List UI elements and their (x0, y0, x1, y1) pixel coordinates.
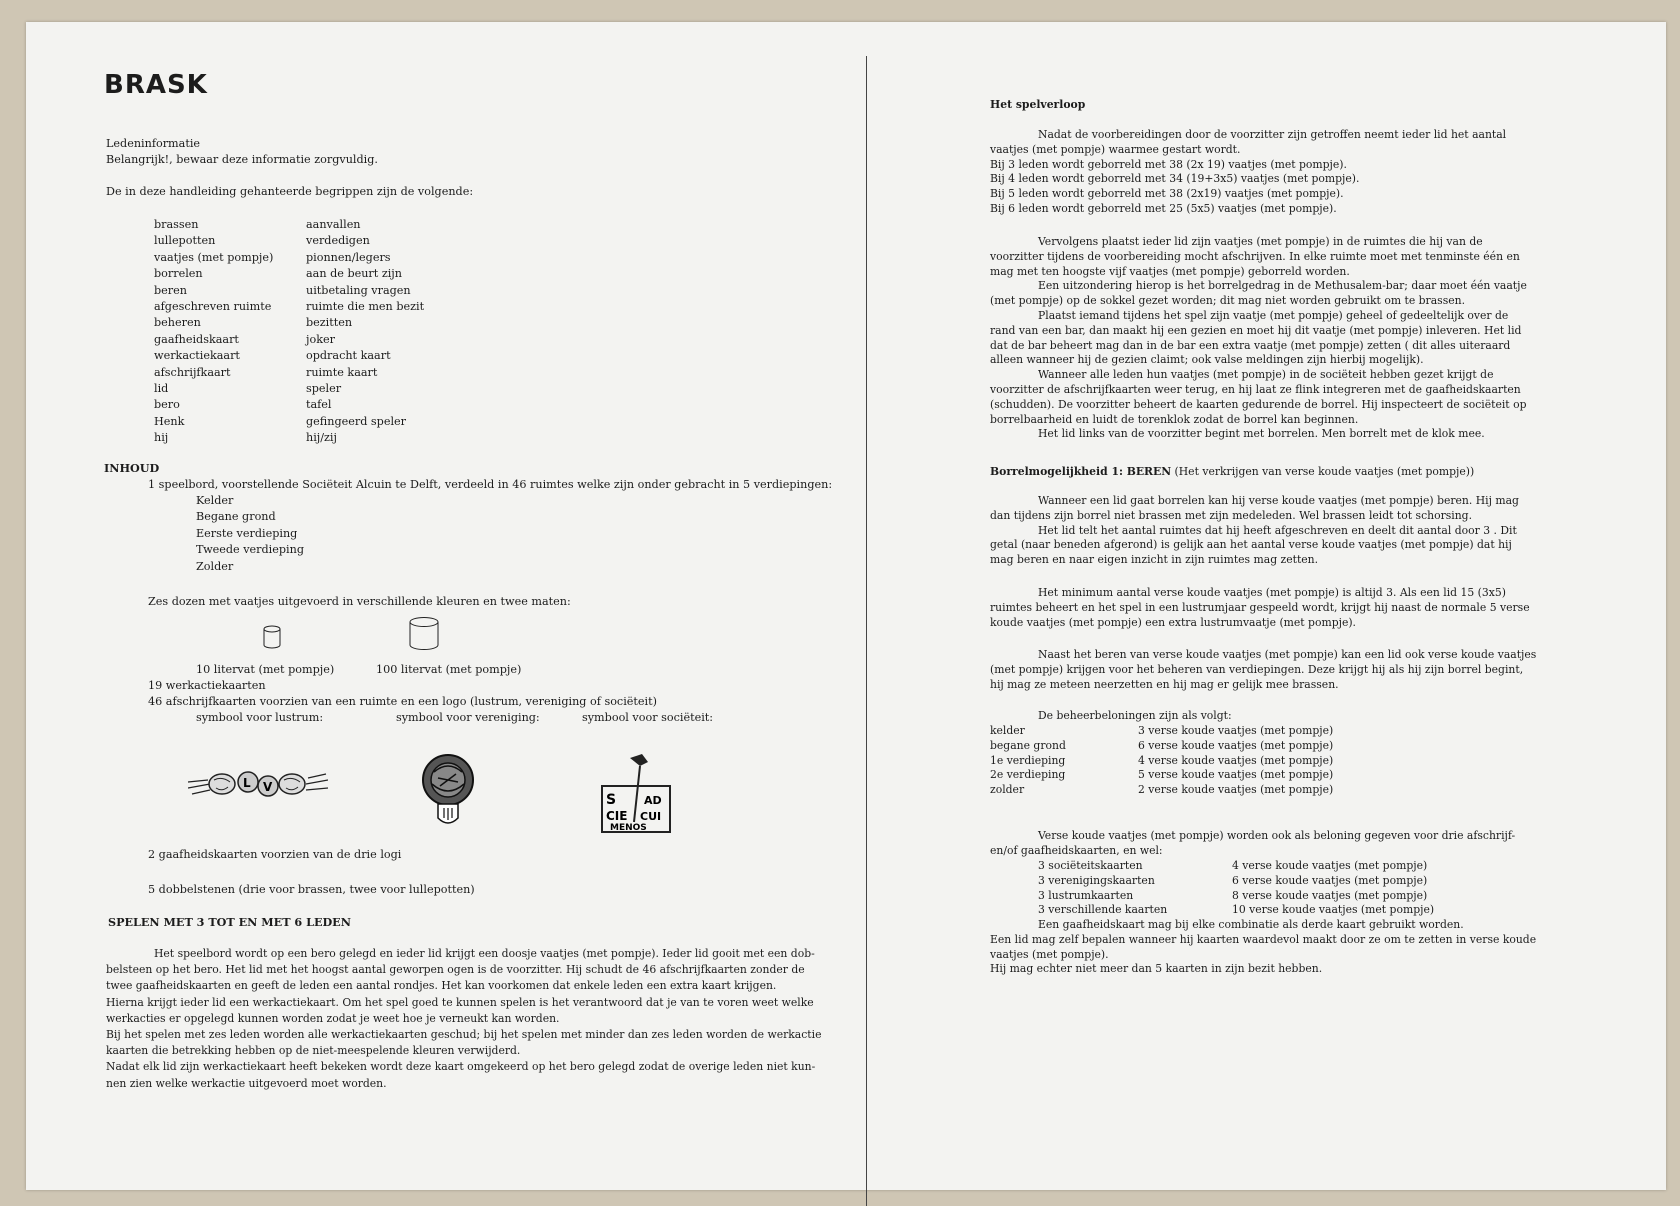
term: gaafheidskaart (154, 332, 239, 346)
text-line: nen zien welke werkactie uitgevoerd moet worden. (106, 1076, 387, 1090)
kaarten-table (1038, 859, 1434, 918)
terms-intro: De in deze handleiding gehanteerde begrippen zijn de volgende: (106, 185, 474, 198)
slot-paragraph (990, 918, 1536, 977)
term: hij (154, 431, 169, 445)
reward: 8 verse koude vaatjes (met pompje) (1232, 888, 1428, 902)
reward: 4 verse koude vaatjes (met pompje) (1232, 859, 1428, 872)
text-line: Nadat de voorbereidingen door de voorzitter zijn getroffen neemt ieder lid het aantal (1038, 128, 1507, 141)
text-line: Vervolgens plaatst ieder lid zijn vaatjes (met pompje) in de ruimtes die hij van de (1038, 235, 1483, 248)
term-row (154, 266, 424, 282)
beloning-row (990, 783, 1333, 798)
text-line: Nadat elk lid zijn werkactiekaart heeft bekeken wordt deze kaart omgekeerd op het bero gelegd zodat de overige leden niet kun- (106, 1060, 816, 1074)
minimum-paragraph (990, 586, 1530, 630)
term-row (154, 283, 424, 299)
term-row (154, 332, 424, 348)
spelen-heading: SPELEN MET 3 TOT EN MET 6 LEDEN (108, 915, 351, 929)
text-line: koude vaatjes (met pompje) een extra lustrumvaatje (met pompje). (990, 615, 1356, 629)
reward: 4 verse koude vaatjes (met pompje) (1138, 753, 1334, 767)
term: lid (154, 381, 169, 395)
inhoud-heading: INHOUD (104, 461, 160, 475)
reward: 2 verse koude vaatjes (met pompje) (1138, 783, 1334, 797)
spelen-paragraph (106, 946, 826, 1092)
symbol-societeit-label: symbool voor sociëteit: (582, 711, 714, 724)
kaarten-row (1038, 889, 1434, 904)
floor-name: begane grond (990, 738, 1066, 752)
svg-text:CIE: CIE (606, 809, 628, 823)
kaarten-row (1038, 903, 1434, 918)
term-row (154, 299, 424, 315)
term-row (154, 365, 424, 381)
term-meaning: aanvallen (306, 218, 361, 231)
text-line: dat de bar beheert mag dan in de bar een extra vaatje (met pompje) zetten ( dit alles uiteraard (990, 338, 1511, 352)
reward: 5 verse koude vaatjes (met pompje) (1138, 768, 1334, 782)
text-line: Wanneer een lid gaat borrelen kan hij verse koude vaatjes (met pompje) beren. Hij mag (1038, 494, 1519, 507)
beloning-intro: De beheerbeloningen zijn als volgt: (1038, 709, 1232, 722)
term: afgeschreven ruimte (154, 299, 272, 313)
text-line: Bij 4 leden wordt geborreld met 34 (19+3x5) vaatjes (met pompje). (990, 172, 1360, 186)
text-line: Bij 5 leden wordt geborreld met 38 (2x19) vaatjes (met pompje). (990, 187, 1344, 201)
term-row (154, 414, 424, 430)
text-line: Bij het spelen met zes leden worden alle werkactiekaarten geschud; bij het spelen met minder dan zes leden worden de werkactie (106, 1028, 822, 1042)
beloning-row (990, 739, 1333, 754)
kaarten-paragraph (990, 829, 1515, 859)
beloning-table (990, 724, 1333, 798)
reward: 3 verse koude vaatjes (met pompje) (1138, 724, 1334, 737)
term: werkactiekaart (154, 349, 240, 363)
floor-item: Eerste verdieping (196, 526, 298, 540)
text-line: (met pompje) op de sokkel gezet worden; dit mag niet worden gebruikt om te brassen. (990, 294, 1466, 308)
inhoud-line: 1 speelbord, voorstellende Sociëteit Alcuin te Delft, verdeeld in 46 ruimtes welke zijn onder gebracht in 5 verdiepingen: (148, 478, 833, 491)
text-line: hij mag ze meteen neerzetten en hij mag er gelijk mee brassen. (990, 677, 1339, 691)
text-line: (met pompje) krijgen voor het beheren van verdiepingen. Deze krijgt hij als hij zijn borrel begint, (990, 662, 1524, 676)
floor-item: Begane grond (196, 510, 276, 524)
term-row (154, 250, 424, 266)
beren-paragraph (990, 494, 1519, 568)
term: vaatjes (met pompje) (154, 250, 274, 264)
dozen-line: Zes dozen met vaatjes uitgevoerd in verschillende kleuren en twee maten: (148, 595, 571, 608)
floor-item: Tweede verdieping (196, 543, 304, 557)
term: brassen (154, 218, 199, 231)
text-line: belsteen op het bero. Het lid met het hoogst aantal geworpen ogen is de voorzitter. Hij schudt de 46 afschrijfkaarten zonder de (106, 963, 805, 977)
term-meaning: bezitten (306, 316, 353, 330)
lustrum-logo-icon (188, 762, 328, 806)
vereniging-logo-icon (420, 752, 476, 832)
svg-text:V: V (263, 780, 273, 794)
text-line: voorzitter tijdens de voorbereiding mocht afschrijven. In elke ruimte moet met tenminste één en (990, 249, 1520, 263)
kaarten-row (1038, 859, 1434, 874)
document-sheet (26, 22, 1666, 1190)
societeit-logo-icon (600, 752, 672, 838)
term-meaning: hij/zij (306, 431, 337, 445)
term: beren (154, 283, 187, 297)
afschrijf-line: 46 afschrijfkaarten voorzien van een ruimte en een logo (lustrum, vereniging of sociëteit) (148, 695, 657, 708)
werkactie-line: 19 werkactiekaarten (148, 679, 266, 692)
terms-table (154, 217, 424, 446)
floor-name: zolder (990, 783, 1025, 797)
kaarten-row (1038, 874, 1434, 889)
text-line: werkacties er opgelegd kunnen worden zodat je weet hoe je verneukt kan worden. (106, 1011, 560, 1025)
heading-rest: (Het verkrijgen van verse koude vaatjes (met pompje)) (1171, 465, 1475, 478)
text-line: mag beren en naar eigen inzicht in zijn ruimtes mag zetten. (990, 553, 1319, 567)
term-row (154, 315, 424, 331)
card-combo: 3 sociëteitskaarten (1038, 859, 1143, 872)
text-line: vaatjes (met pompje). (990, 947, 1109, 961)
intro (106, 136, 378, 167)
spelverloop-paragraph (990, 128, 1506, 217)
term-meaning: joker (306, 332, 335, 346)
term-row (154, 430, 424, 446)
term: lullepotten (154, 234, 216, 248)
document-title: BRASK (104, 70, 208, 100)
text-line: Hierna krijgt ieder lid een werkactiekaart. Om het spel goed te kunnen spelen is het verantwoord dat je van te voren weet welke (106, 995, 814, 1009)
text-line: borrelbaarheid en luidt de torenklok zodat de borrel kan beginnen. (990, 412, 1359, 426)
text-line: Het speelbord wordt op een bero gelegd en ieder lid krijgt een doosje vaatjes (met pompje). Ieder lid gooit met een dob- (154, 947, 815, 960)
term-row (154, 381, 424, 397)
center-fold-line (866, 56, 867, 1206)
term: bero (154, 398, 180, 412)
text-line: alleen wanneer hij de gezien claimt; ook valse meldingen zijn hierbij mogelijk). (990, 353, 1424, 367)
svg-text:S: S (606, 792, 617, 808)
term-meaning: tafel (306, 398, 332, 412)
intro-line: Belangrijk!, bewaar deze informatie zorgvuldig. (106, 152, 378, 166)
term-row (154, 348, 424, 364)
floor-item: Zolder (196, 559, 234, 573)
floor-name: kelder (990, 724, 1025, 737)
text-line: Naast het beren van verse koude vaatjes (met pompje) kan een lid ook verse koude vaatjes (1038, 648, 1537, 661)
text-line: Plaatst iemand tijdens het spel zijn vaatje (met pompje) geheel of gedeeltelijk over de (1038, 308, 1509, 322)
text-line: rand van een bar, dan maakt hij een gezien en moet hij dit vaatje (met pompje) inleveren. Het lid (990, 323, 1522, 337)
floor-name: 1e verdieping (990, 753, 1066, 767)
term-meaning: uitbetaling vragen (306, 283, 411, 297)
text-line: voorzitter de afschrijfkaarten weer terug, en hij laat ze flink integreren met de gaafheidskaarten (990, 382, 1521, 396)
vat-large-label: 100 litervat (met pompje) (376, 663, 522, 676)
term-row (154, 233, 424, 249)
floor-item: Kelder (196, 494, 234, 507)
text-line: Het minimum aantal verse koude vaatjes (met pompje) is altijd 3. Als een lid 15 (3x5) (1038, 586, 1506, 599)
text-line: kaarten die betrekking hebben op de niet-meespelende kleuren verwijderd. (106, 1044, 521, 1058)
text-line: dan tijdens zijn borrel niet brassen met zijn medeleden. Wel brassen leidt tot schorsing. (990, 508, 1473, 522)
card-combo: 3 verenigingskaarten (1038, 873, 1155, 887)
text-line: (schudden). De voorzitter beheert de kaarten gedurende de borrel. Hij inspecteert de sociëteit op (990, 397, 1527, 411)
text-line: Verse koude vaatjes (met pompje) worden ook als beloning gegeven voor drie afschrijf- (1038, 829, 1516, 842)
term-meaning: gefingeerd speler (306, 414, 406, 428)
card-combo: 3 lustrumkaarten (1038, 888, 1134, 902)
beloning-row (990, 754, 1333, 769)
verdiepingen-paragraph (990, 648, 1536, 692)
term-meaning: aan de beurt zijn (306, 267, 402, 281)
text-line: Hij mag echter niet meer dan 5 kaarten in zijn bezit hebben. (990, 962, 1323, 976)
term-meaning: pionnen/legers (306, 250, 391, 264)
term-meaning: opdracht kaart (306, 349, 391, 363)
text-line: Een uitzondering hierop is het borrelgedrag in de Methusalem-bar; daar moet één vaatje (1038, 279, 1527, 293)
text-line: vaatjes (met pompje) waarmee gestart wordt. (990, 142, 1241, 156)
reward: 6 verse koude vaatjes (met pompje) (1232, 873, 1428, 887)
text-line: Het lid telt het aantal ruimtes dat hij heeft afgeschreven en deelt dit aantal door 3 . Dit (1038, 523, 1517, 537)
borrelmogelijkheid-heading (990, 465, 1474, 480)
text-line: twee gaafheidskaarten en geeft de leden een aantal rondjes. Het kan voorkomen dat enkele leden een extra kaart krijgen. (106, 979, 777, 993)
term-row (154, 217, 424, 233)
beloning-row (990, 768, 1333, 783)
term: Henk (154, 414, 185, 428)
intro-line: Ledeninformatie (106, 137, 201, 150)
svg-text:MENOS: MENOS (610, 823, 647, 833)
svg-text:CUI: CUI (640, 810, 662, 823)
reward: 6 verse koude vaatjes (met pompje) (1138, 738, 1334, 752)
floors-list (196, 493, 304, 575)
text-line: Een gaafheidskaart mag bij elke combinatie als derde kaart gebruikt worden. (1038, 918, 1464, 931)
term-row (154, 397, 424, 413)
symbol-lustrum-label: symbool voor lustrum: (196, 711, 324, 724)
symbol-vereniging-label: symbool voor vereniging: (396, 711, 540, 724)
text-line: Bij 3 leden wordt geborreld met 38 (2x 19) vaatjes (met pompje). (990, 157, 1347, 171)
text-line: getal (naar beneden afgerond) is gelijk aan het aantal verse koude vaatjes (met pompje) dat hij (990, 538, 1512, 552)
text-line: Wanneer alle leden hun vaatjes (met pompje) in de sociëteit hebben gezet krijgt de (1038, 368, 1494, 382)
text-line: Een lid mag zelf bepalen wanneer hij kaarten waardevol maakt door ze om te zetten in verse koude (990, 932, 1537, 946)
term-meaning: ruimte die men bezit (306, 299, 425, 313)
beloning-row (990, 724, 1333, 739)
term: beheren (154, 316, 201, 330)
term-meaning: ruimte kaart (306, 365, 378, 379)
term-meaning: speler (306, 381, 342, 395)
svg-text:L: L (243, 776, 251, 790)
opstelling-paragraph (990, 235, 1527, 442)
term: afschrijfkaart (154, 365, 231, 379)
text-line: ruimtes beheert en het spel in een lustrumjaar gespeeld wordt, krijgt hij naast de normale 5 verse (990, 600, 1530, 614)
text-line: en/of gaafheidskaarten, en wel: (990, 843, 1163, 857)
floor-name: 2e verdieping (990, 768, 1066, 782)
small-barrel-icon (262, 624, 282, 650)
text-line: Het lid links van de voorzitter begint met borrelen. Men borrelt met de klok mee. (1038, 427, 1485, 441)
reward: 10 verse koude vaatjes (met pompje) (1232, 903, 1435, 917)
heading-bold: Borrelmogelijkheid 1: BEREN (990, 465, 1172, 478)
term-meaning: verdedigen (306, 234, 370, 248)
term: borrelen (154, 267, 203, 281)
svg-text:AD: AD (644, 794, 662, 807)
vat-small-label: 10 litervat (met pompje) (196, 663, 335, 676)
text-line: Bij 6 leden wordt geborreld met 25 (5x5) vaatjes (met pompje). (990, 201, 1337, 215)
gaafheid-line: 2 gaafheidskaarten voorzien van de drie logi (148, 848, 402, 861)
large-barrel-icon (408, 616, 440, 652)
text-line: mag met ten hoogste vijf vaatjes (met pompje) geborreld worden. (990, 264, 1350, 278)
spelverloop-heading: Het spelverloop (990, 98, 1086, 111)
card-combo: 3 verschillende kaarten (1038, 903, 1168, 917)
dobbel-line: 5 dobbelstenen (drie voor brassen, twee voor lullepotten) (148, 883, 475, 896)
